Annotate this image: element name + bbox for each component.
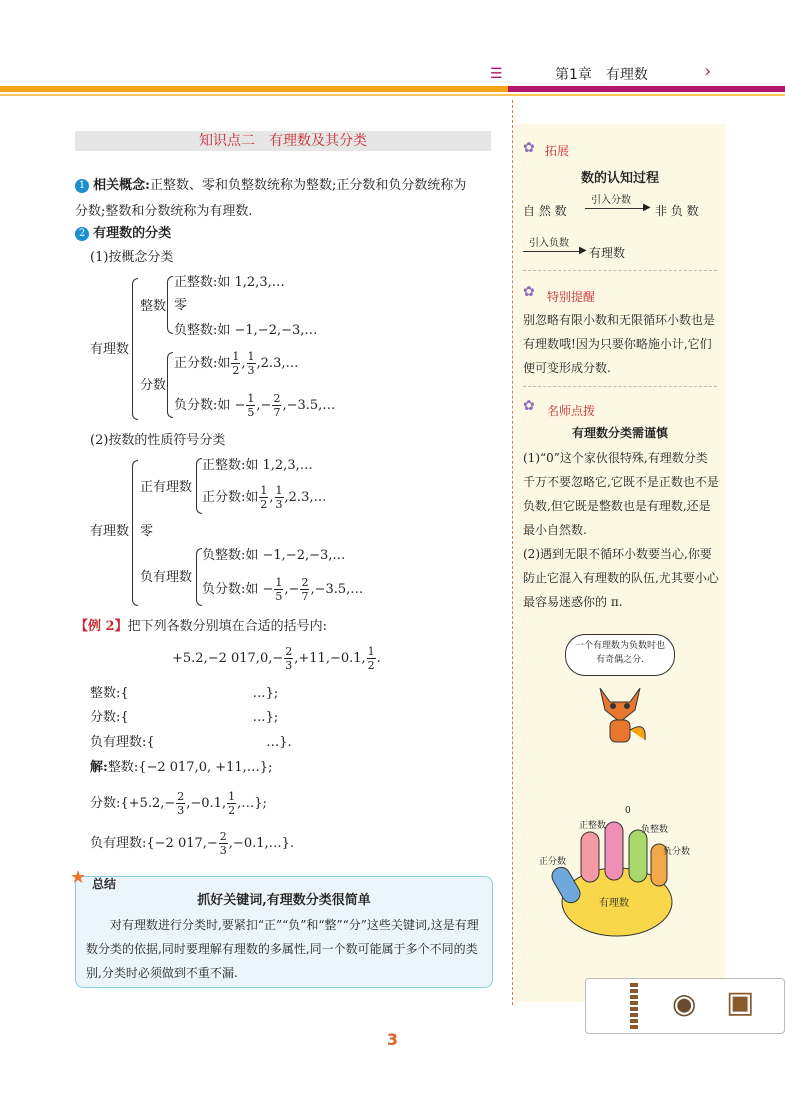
fox-icon: ★ <box>70 867 87 888</box>
sidebar <box>515 124 725 1002</box>
flow-natural: 自 然 数 <box>523 204 567 218</box>
frac-1-2: $\frac{1}{2}$ <box>367 645 375 672</box>
remind-text: 别忽略有限小数和无限循环小数也是有理数哦!因为只要你略施小计,它们便可变形成分数. <box>523 313 716 375</box>
owl-icon: ◉ <box>672 987 697 1020</box>
corner-decoration <box>585 978 785 1034</box>
speech-bubble: 一个有理数为负数时也有奇偶之分. <box>565 634 675 676</box>
expand-label: 拓展 <box>545 144 570 158</box>
concepts-block <box>75 173 495 225</box>
flow-arrow-1 <box>585 208 647 209</box>
solution-1-text: 整数:{−2 017,0, +11,…}; <box>107 760 273 775</box>
c1-pos-frac: 正分数:如 $\frac{1}{2}$ , $\frac{1}{3}$ ,2.3,… <box>174 350 299 377</box>
frac-1-5: $\frac{1}{5}$ <box>247 392 255 419</box>
c2-neg-int: 负整数:如 −1,−2,−3,… <box>202 548 346 563</box>
flow-step2: 引入负数 <box>529 238 569 249</box>
blank-fraction[interactable]: 分数:{ …}; <box>90 710 279 725</box>
example-heading <box>75 619 327 635</box>
teacher-title: 有理数分类需谨慎 <box>571 426 668 440</box>
summary-title: 抓好关键词,有理数分类很简单 <box>197 893 371 908</box>
c2-pos-frac: 正分数:如 $\frac{1}{2}$ , $\frac{1}{3}$ ,2.3,… <box>202 484 327 511</box>
blank-integer[interactable]: 整数:{ …}; <box>90 686 279 701</box>
concepts-line1: 正整数、零和负整数统称为整数;正分数和负分数统称为 <box>149 178 467 193</box>
box-icon: ▣ <box>726 985 755 1020</box>
concepts-label: 相关概念: <box>93 178 150 193</box>
flow-nonneg: 非 负 数 <box>655 204 699 218</box>
mascot-icon: ✿ <box>523 398 535 414</box>
c1-zero: 零 <box>174 298 188 313</box>
c2-neg-r: 负有理数 <box>140 570 193 585</box>
c1-neg-frac-mid: ,− <box>256 398 272 413</box>
example-nums-pre: +5.2,−2 017,0,− <box>172 651 284 666</box>
num-badge-1: 1 <box>75 179 89 193</box>
example-tag: 【例 2】 <box>75 619 128 634</box>
c1-neg-frac <box>174 392 335 419</box>
solution-1 <box>90 760 272 776</box>
hand-f1: 正分数 <box>539 857 567 867</box>
hand-f3: 0 <box>625 806 631 816</box>
remind-label: 特别提醒 <box>547 290 596 304</box>
divider <box>523 386 717 387</box>
frac-1-5: $\frac{1}{5}$ <box>275 576 283 603</box>
header-stripe-magenta <box>508 86 785 92</box>
frac-1-2: $\frac{1}{2}$ <box>232 350 240 377</box>
solution-2 <box>90 790 267 817</box>
teacher-p1: (1)“0”这个家伙很特殊,有理数分类千万不要忽略它,它既不是正数也不是负数,但它既是整数也是有理数,还是最小自然数. <box>523 451 719 537</box>
c2-pos-r: 正有理数 <box>140 480 193 495</box>
c1-pos-frac-post: ,2.3,… <box>256 356 299 371</box>
c1-brace-int <box>167 276 173 334</box>
c2-neg-frac-mid: ,− <box>284 582 300 597</box>
header-stripe-orange <box>0 86 508 92</box>
c1-neg-frac-post: ,−3.5,… <box>282 398 336 413</box>
section-title-bar <box>75 131 491 151</box>
solution-2-mid: ,−0.1, <box>186 796 227 811</box>
hand-f5: 负分数 <box>663 847 691 857</box>
c1-pos-frac-pre: 正分数:如 <box>174 356 231 371</box>
concepts-line2: 分数;整数和分数统称为有理数. <box>75 204 253 219</box>
hand-center: 有理数 <box>599 898 629 909</box>
summary-body: 对有理数进行分类时,要紧扣“正”“负”和“整”“分”这些关键词,这是有理数分类的依据,同时要理解有理数的多属性,同一个数可能属于多个不同的类别,分类时必须做到不重不漏. <box>86 918 479 980</box>
example-numbers <box>172 645 381 672</box>
solution-3-pre: 负有理数:{−2 017,− <box>90 836 218 851</box>
frac-2-3: $\frac{2}{3}$ <box>285 645 293 672</box>
c2-pos-frac-pre: 正分数:如 <box>202 490 259 505</box>
section-title: 知识点二 有理数及其分类 <box>199 133 367 149</box>
c2-neg-frac <box>202 576 363 603</box>
sidebar-dashed-line <box>512 100 513 1005</box>
frac-2-7: $\frac{2}{7}$ <box>301 576 309 603</box>
c1-brace-frac <box>167 352 173 418</box>
fox-illustration <box>585 680 655 750</box>
c2-title: (2)按数的性质符号分类 <box>90 433 226 448</box>
flow-step1: 引入分数 <box>591 195 631 206</box>
header-stripe-thin <box>0 94 785 96</box>
c1-root: 有理数 <box>90 342 130 357</box>
teacher-p2: (2)遇到无限不循环小数要当心,你要防止它混入有理数的队伍,尤其要小心最容易迷惑你的 π. <box>523 547 719 609</box>
arrow-right-icon: ▶ <box>579 245 587 256</box>
header-bar <box>0 58 785 98</box>
chevron-right-icon[interactable]: › <box>704 61 712 82</box>
hand-f2: 正整数 <box>579 821 607 831</box>
hand-f4: 负整数 <box>641 825 669 835</box>
classify-heading <box>75 226 171 242</box>
list-icon[interactable]: ☰ <box>490 66 503 82</box>
hand-illustration <box>537 810 707 940</box>
c1-brace-root <box>132 278 138 420</box>
solution-2-post: ,…}; <box>237 796 267 811</box>
blank-negative[interactable]: 负有理数:{ …}. <box>90 735 292 750</box>
summary-label: 总结 <box>92 877 117 891</box>
arrow-right-icon: ▶ <box>643 202 651 213</box>
frac-1-2: $\frac{1}{2}$ <box>228 790 236 817</box>
expand-title: 数的认知过程 <box>580 171 659 186</box>
c2-neg-frac-pre: 负分数:如 − <box>202 582 274 597</box>
c2-brace-root <box>132 460 138 606</box>
c1-neg-frac-pre: 负分数:如 − <box>174 398 246 413</box>
frac-1-3: $\frac{1}{3}$ <box>247 350 255 377</box>
c2-neg-frac-post: ,−3.5,… <box>310 582 364 597</box>
frac-1-2: $\frac{1}{2}$ <box>260 484 268 511</box>
solution-3-post: ,−0.1,…}. <box>228 836 295 851</box>
mascot-icon: ✿ <box>523 284 535 300</box>
example-end: . <box>376 651 381 666</box>
c1-pos-int: 正整数:如 1,2,3,… <box>174 275 285 290</box>
c2-pos-frac-post: ,2.3,… <box>284 490 327 505</box>
c1-fraction: 分数 <box>140 378 167 393</box>
c2-root: 有理数 <box>90 524 130 539</box>
c1-integer: 整数 <box>140 299 167 314</box>
c2-zero: 零 <box>140 524 154 539</box>
frac-1-3: $\frac{1}{3}$ <box>275 484 283 511</box>
frac-2-3: $\frac{2}{3}$ <box>219 830 227 857</box>
teacher-label: 名师点拨 <box>547 404 596 418</box>
page-number: 3 <box>386 1030 399 1049</box>
c2-pos-int: 正整数:如 1,2,3,… <box>202 458 313 473</box>
summary-box <box>70 867 493 988</box>
flow-rational: 有理数 <box>589 246 626 260</box>
solution-label: 解: <box>90 760 108 775</box>
solution-3 <box>90 830 294 857</box>
frac-2-3: $\frac{2}{3}$ <box>177 790 185 817</box>
bulb-icon: ✿ <box>523 140 535 156</box>
example-text: 把下列各数分别填在合适的括号内: <box>127 619 327 634</box>
flow-arrow-2 <box>523 251 583 252</box>
classify-heading-text: 有理数的分类 <box>93 226 172 241</box>
chapter-title: 第1章 有理数 <box>555 67 648 83</box>
c1-title: (1)按概念分类 <box>90 250 174 265</box>
example-nums-post: ,+11,−0.1, <box>294 651 366 666</box>
frac-2-7: $\frac{2}{7}$ <box>273 392 281 419</box>
divider <box>523 270 717 271</box>
num-badge-2: 2 <box>75 227 89 241</box>
solution-2-pre: 分数:{+5.2,− <box>90 796 176 811</box>
ruler-graphic <box>630 983 638 1031</box>
c1-neg-int: 负整数:如 −1,−2,−3,… <box>174 323 318 338</box>
